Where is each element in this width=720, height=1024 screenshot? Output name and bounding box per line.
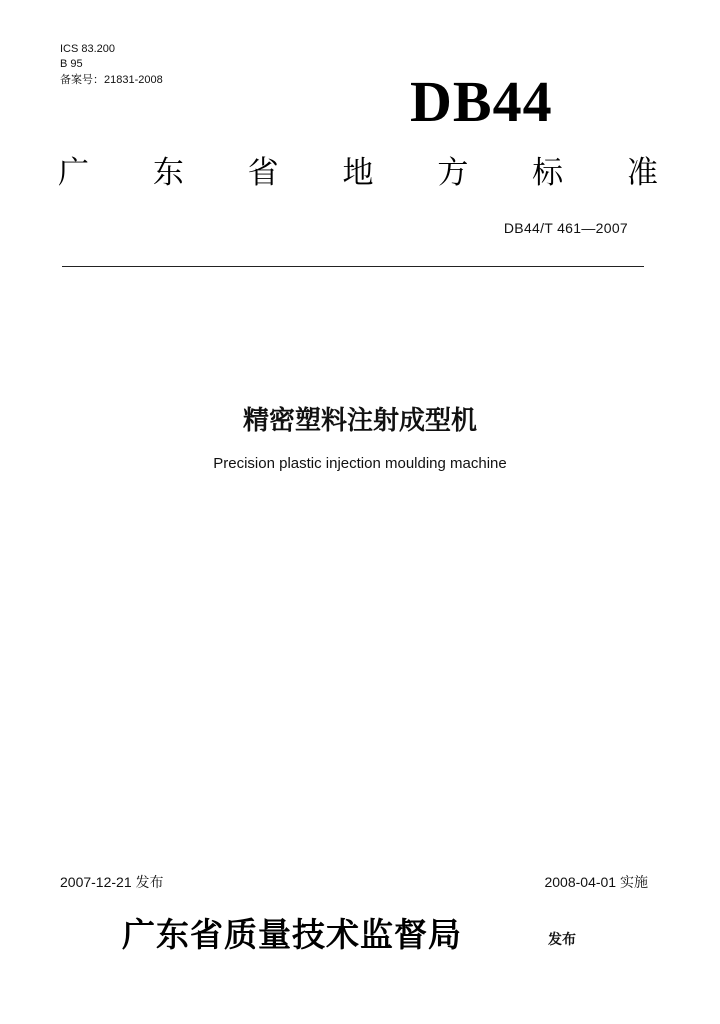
document-title-english: Precision plastic injection moulding machine bbox=[213, 455, 507, 472]
category-char: 省 bbox=[247, 155, 279, 191]
issue-date: 2007-12-21 发布 bbox=[60, 874, 164, 890]
horizontal-divider bbox=[62, 266, 644, 267]
category-char: 标 bbox=[532, 155, 564, 191]
implementation-date: 2008-04-01 实施 bbox=[544, 874, 648, 890]
document-title-chinese: 精密塑料注射成型机 bbox=[242, 406, 477, 436]
ccs-code: B 95 bbox=[60, 58, 83, 70]
standard-category-title bbox=[58, 150, 658, 196]
category-char: 东 bbox=[152, 155, 184, 191]
issuing-authority: 广东省质量技术监督局 bbox=[122, 915, 462, 954]
issuer-action-label: 发布 bbox=[548, 931, 576, 947]
category-char: 地 bbox=[342, 155, 374, 191]
ics-code: ICS 83.200 bbox=[60, 43, 116, 55]
category-char: 方 bbox=[437, 155, 469, 191]
record-number: 备案号：21831-2008 bbox=[60, 74, 163, 86]
category-char: 准 bbox=[626, 155, 658, 191]
standard-number: DB44/T 461—2007 bbox=[503, 220, 628, 236]
category-char: 广 bbox=[58, 155, 89, 191]
db44-logo: DB44 bbox=[410, 69, 553, 134]
